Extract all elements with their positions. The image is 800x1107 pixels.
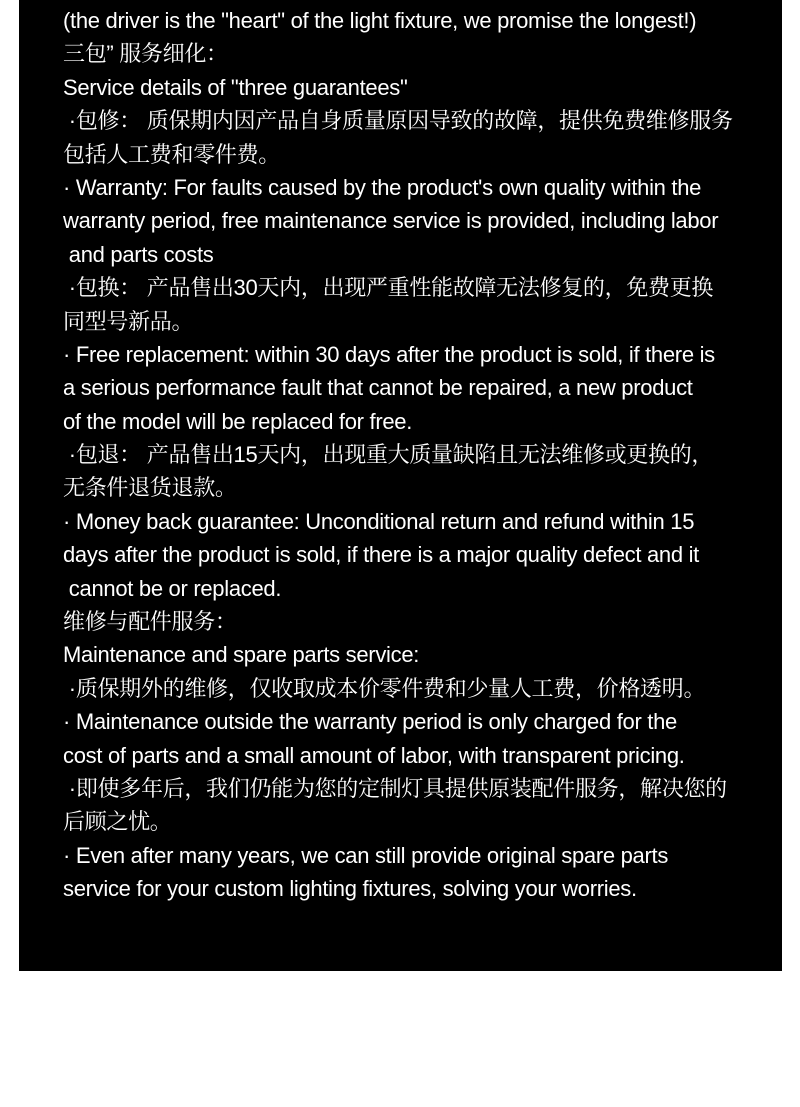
text-line: cost of parts and a small amount of labor, with transparent pricing. [63,742,685,768]
text-line: 三包” 服务细化： [63,41,228,67]
text-line: · Even after many years, we can still provide original spare parts [63,842,669,868]
text-line: service for your custom lighting fixtures, solving your worries. [63,876,637,902]
text-line: (the driver is the "heart" of the light fixture, we promise the longest!) [63,8,697,33]
text-line: · Warranty: For faults caused by the product's own quality within the [63,174,702,200]
text-line: ·包修： 质保期内因产品自身质量原因导致的故障，提供免费维修服务 [63,108,733,134]
text-line: of the model will be replaced for free. [63,408,413,434]
text-line: 同型号新品。 [63,308,194,334]
text-line: warranty period, free maintenance service is provided, including labor [63,208,719,234]
text-line: 无条件退货退款。 [63,475,237,501]
text-line: · Maintenance outside the warranty period is only charged for the [63,709,677,735]
text-line: a serious performance fault that cannot be repaired, a new product [63,375,693,401]
text-line: 后顾之忧。 [63,809,172,835]
text-line: ·即使多年后，我们仍能为您的定制灯具提供原装配件服务，解决您的 [63,775,727,801]
text-line: 包括人工费和零件费。 [63,141,281,167]
text-line: Maintenance and spare parts service: [63,642,420,668]
text-line: Service details of "three guarantees" [63,74,408,100]
content-panel [19,0,782,971]
text-line: ·包退： 产品售出15天内，出现重大质量缺陷且无法维修或更换的， [63,442,714,468]
text-line: days after the product is sold, if there is a major quality defect and it [63,542,699,568]
text-line: and parts costs [63,241,214,267]
text-line: · Money back guarantee: Unconditional return and refund within 15 [63,508,695,534]
text-line: · Free replacement: within 30 days after the product is sold, if there is [63,341,715,367]
text-line: 维修与配件服务： [63,609,237,635]
service-description-text [63,4,782,906]
text-line: ·包换： 产品售出30天内，出现严重性能故障无法修复的，免费更换 [63,275,714,301]
text-line: cannot be or replaced. [63,575,282,601]
text-line: ·质保期外的维修，仅收取成本价零件费和少量人工费，价格透明。 [63,675,706,701]
